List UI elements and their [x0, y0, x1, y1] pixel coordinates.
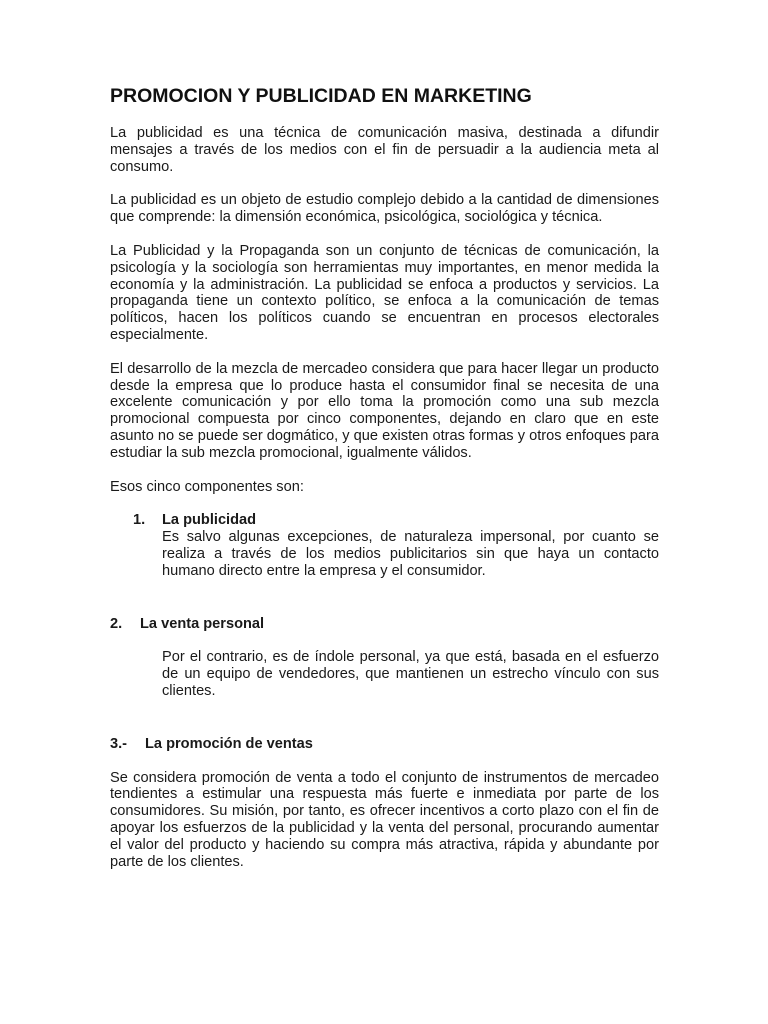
paragraph-3: La Publicidad y la Propaganda son un conjunto de técnicas de comunicación, la psicología y la sociología son herramientas muy importantes, en menor medida la economía y la administración. La publicidad se enfoca a productos y servicios. La propaganda tiene un contexto político, se enfoca a la comunicación de temas políticos, hacen los políticos cuando se encuentran en procesos electorales especialmente. [110, 242, 659, 343]
paragraph-1: La publicidad es una técnica de comunicación masiva, destinada a difundir mensajes a través de los medios con el fin de persuadir a la audiencia meta al consumo. [110, 125, 659, 175]
list-item-heading: La publicidad [162, 512, 257, 529]
paragraph-2: La publicidad es un objeto de estudio complejo debido a la cantidad de dimensiones que comprende: la dimensión económica, psicológica, sociológica y técnica. [110, 192, 659, 226]
list-intro: Esos cinco componentes son: [110, 478, 304, 495]
section-number: 3.- [110, 735, 128, 752]
section-number: 2. [110, 615, 123, 632]
section-body-venta-personal: Por el contrario, es de índole personal, ya que está, basada en el esfuerzo de un equipo de vendedores, que mantienen un estrecho vínculo con sus clientes. [162, 649, 659, 699]
section-title: La venta personal [140, 615, 265, 632]
paragraph-4: El desarrollo de la mezcla de mercadeo considera que para hacer llegar un producto desde la empresa que lo produce hasta el consumidor final se necesita de una excelente comunicación y por ello toma la promoción como una sub mezcla promocional compuesta por cinco componentes, dejando en claro que en este asunto no se puede ser dogmático, y que existen otras formas y otros enfoques para estudiar la sub mezcla promocional, igualmente válidos. [110, 360, 659, 461]
document-page [110, 84, 659, 887]
section-heading-venta-personal [110, 616, 659, 633]
section-title: La promoción de ventas [145, 735, 313, 752]
document-title: PROMOCION Y PUBLICIDAD EN MARKETING [110, 85, 532, 107]
list-item-number: 1. [133, 512, 146, 529]
section-heading-promocion-ventas [110, 736, 659, 753]
list-item-body: Es salvo algunas excepciones, de naturaleza impersonal, por cuanto se realiza a través de los medios publicitarios sin que haya un contacto humano directo entre la empresa y el consumidor. [162, 529, 659, 579]
list-item-publicidad [110, 512, 659, 579]
section-body-promocion-ventas: Se considera promoción de venta a todo el conjunto de instrumentos de mercadeo tendientes a estimular una respuesta más fuerte e inmediata por parte de los consumidores. Su misión, por tanto, es ofrecer incentivos a corto plazo con el fin de apoyar los esfuerzos de la publicidad y la venta del personal, procurando aumentar el valor del producto y haciendo su compra más atractiva, rápida y abundante por parte de los clientes. [110, 769, 659, 870]
